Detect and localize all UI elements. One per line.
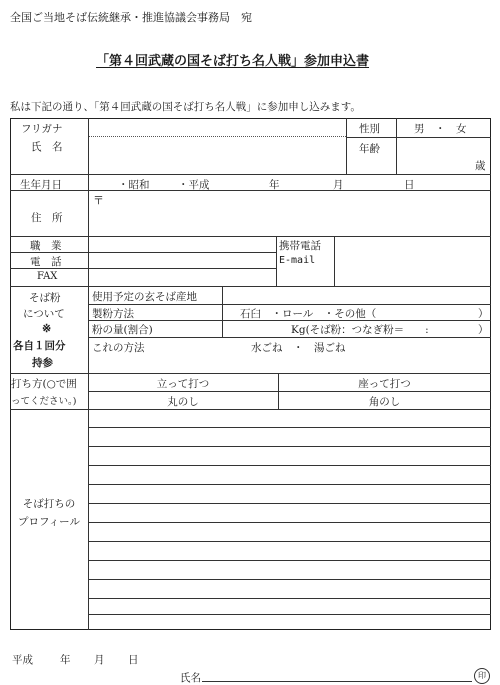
era-showa[interactable]: ・昭和 <box>118 179 150 191</box>
signature-line <box>202 681 472 682</box>
contact-column-divider <box>276 236 277 286</box>
gender-options[interactable]: 男 ・ 女 <box>414 123 467 135</box>
style-label-line1: 打ち方(○で囲 <box>11 378 77 390</box>
soba-label-line2: について <box>23 308 65 320</box>
fax-field[interactable] <box>90 270 274 284</box>
profile-label-line2: プロフィール <box>18 516 80 528</box>
birthdate-label: 生年月日 <box>20 179 62 191</box>
style-sitting-option[interactable]: 座って打つ <box>358 378 411 390</box>
style-standing-option[interactable]: 立って打つ <box>156 378 210 390</box>
soba-note-line2: 持参 <box>32 357 53 369</box>
intro-text: 私は下記の通り、「第４回武蔵の国そば打ち名人戦」に参加申し込みます。 <box>10 101 361 113</box>
row-divider <box>10 190 491 191</box>
method-options[interactable]: 水ごね ・ 湯ごね <box>251 342 346 354</box>
footer-era: 平成 <box>12 654 33 666</box>
profile-field[interactable] <box>90 411 489 628</box>
row-divider <box>10 373 491 374</box>
furigana-field[interactable] <box>90 120 344 135</box>
form-title: 「第４回武蔵の国そば打ち名人戦」参加申込書 <box>96 54 370 69</box>
soba-label-line1: そば粉 <box>29 292 61 304</box>
style-label-line2: ってください。) <box>11 396 77 407</box>
style-row-divider <box>88 391 491 392</box>
footer-month-unit: 月 <box>94 654 105 666</box>
origin-label: 使用予定の玄そば産地 <box>92 291 197 303</box>
style-square-option[interactable]: 角のし <box>368 396 401 408</box>
age-label: 年齢 <box>359 143 380 155</box>
row-divider <box>10 236 491 237</box>
birth-day-unit: 日 <box>404 179 415 191</box>
soba-row-divider <box>88 304 491 305</box>
soba-column-divider <box>222 286 223 337</box>
age-unit: 歳 <box>475 160 486 172</box>
row-divider <box>10 174 491 175</box>
postal-mark: 〒 <box>93 194 104 207</box>
furigana-label: フリガナ <box>21 123 63 135</box>
style-round-option[interactable]: 丸のし <box>167 396 199 408</box>
phone-label: 電 話 <box>30 256 62 268</box>
fax-label: FAX <box>37 271 58 282</box>
email-label: E-mail <box>279 255 316 266</box>
amount-ratio[interactable]: Kg(そば粉：つなぎ粉＝ : <box>291 324 429 336</box>
seal-mark: 印 <box>474 668 490 684</box>
phone-field[interactable] <box>90 254 274 267</box>
birth-month-unit: 月 <box>333 179 344 191</box>
soba-note-line1: 各自１回分 <box>13 340 66 352</box>
occupation-label: 職 業 <box>30 240 62 252</box>
amount-label: 粉の量(割合) <box>92 324 153 336</box>
footer-year-unit: 年 <box>60 654 71 666</box>
milling-close: ） <box>478 308 489 320</box>
milling-options[interactable]: 石臼 ・ロール ・その他（ <box>240 308 377 320</box>
addressee-line: 全国ご当地そば伝統継承・推進協議会事務局 宛 <box>10 11 252 24</box>
method-label: これの方法 <box>92 342 145 354</box>
name-field[interactable] <box>90 139 344 172</box>
name-label: 氏 名 <box>31 141 63 153</box>
occupation-field[interactable] <box>90 238 274 251</box>
signature-field[interactable] <box>204 666 470 680</box>
gender-column-divider <box>346 118 347 174</box>
mobile-field[interactable] <box>336 238 489 251</box>
gender-divider <box>346 137 491 138</box>
birth-year-unit: 年 <box>269 179 280 191</box>
soba-note-mark: ※ <box>42 322 52 335</box>
gender-value-divider <box>396 118 397 174</box>
row-divider <box>10 286 491 287</box>
soba-row-divider <box>88 337 491 338</box>
footer-day-unit: 日 <box>128 654 139 666</box>
address-label: 住 所 <box>31 212 63 224</box>
milling-label: 製粉方法 <box>92 308 134 320</box>
row-divider <box>10 409 491 410</box>
mobile-label: 携帯電話 <box>279 240 321 252</box>
origin-field[interactable] <box>224 288 489 303</box>
gender-label: 性別 <box>359 123 380 135</box>
amount-close: ） <box>478 324 489 336</box>
furigana-divider <box>88 136 346 137</box>
footer-name-label: 氏名 <box>180 672 201 684</box>
address-field[interactable] <box>106 194 489 234</box>
contact-value-divider <box>334 236 335 286</box>
email-field[interactable] <box>336 254 489 284</box>
era-heisei[interactable]: ・平成 <box>178 179 210 191</box>
profile-label-line1: そば打ちの <box>22 498 76 510</box>
label-column-divider <box>88 118 89 630</box>
